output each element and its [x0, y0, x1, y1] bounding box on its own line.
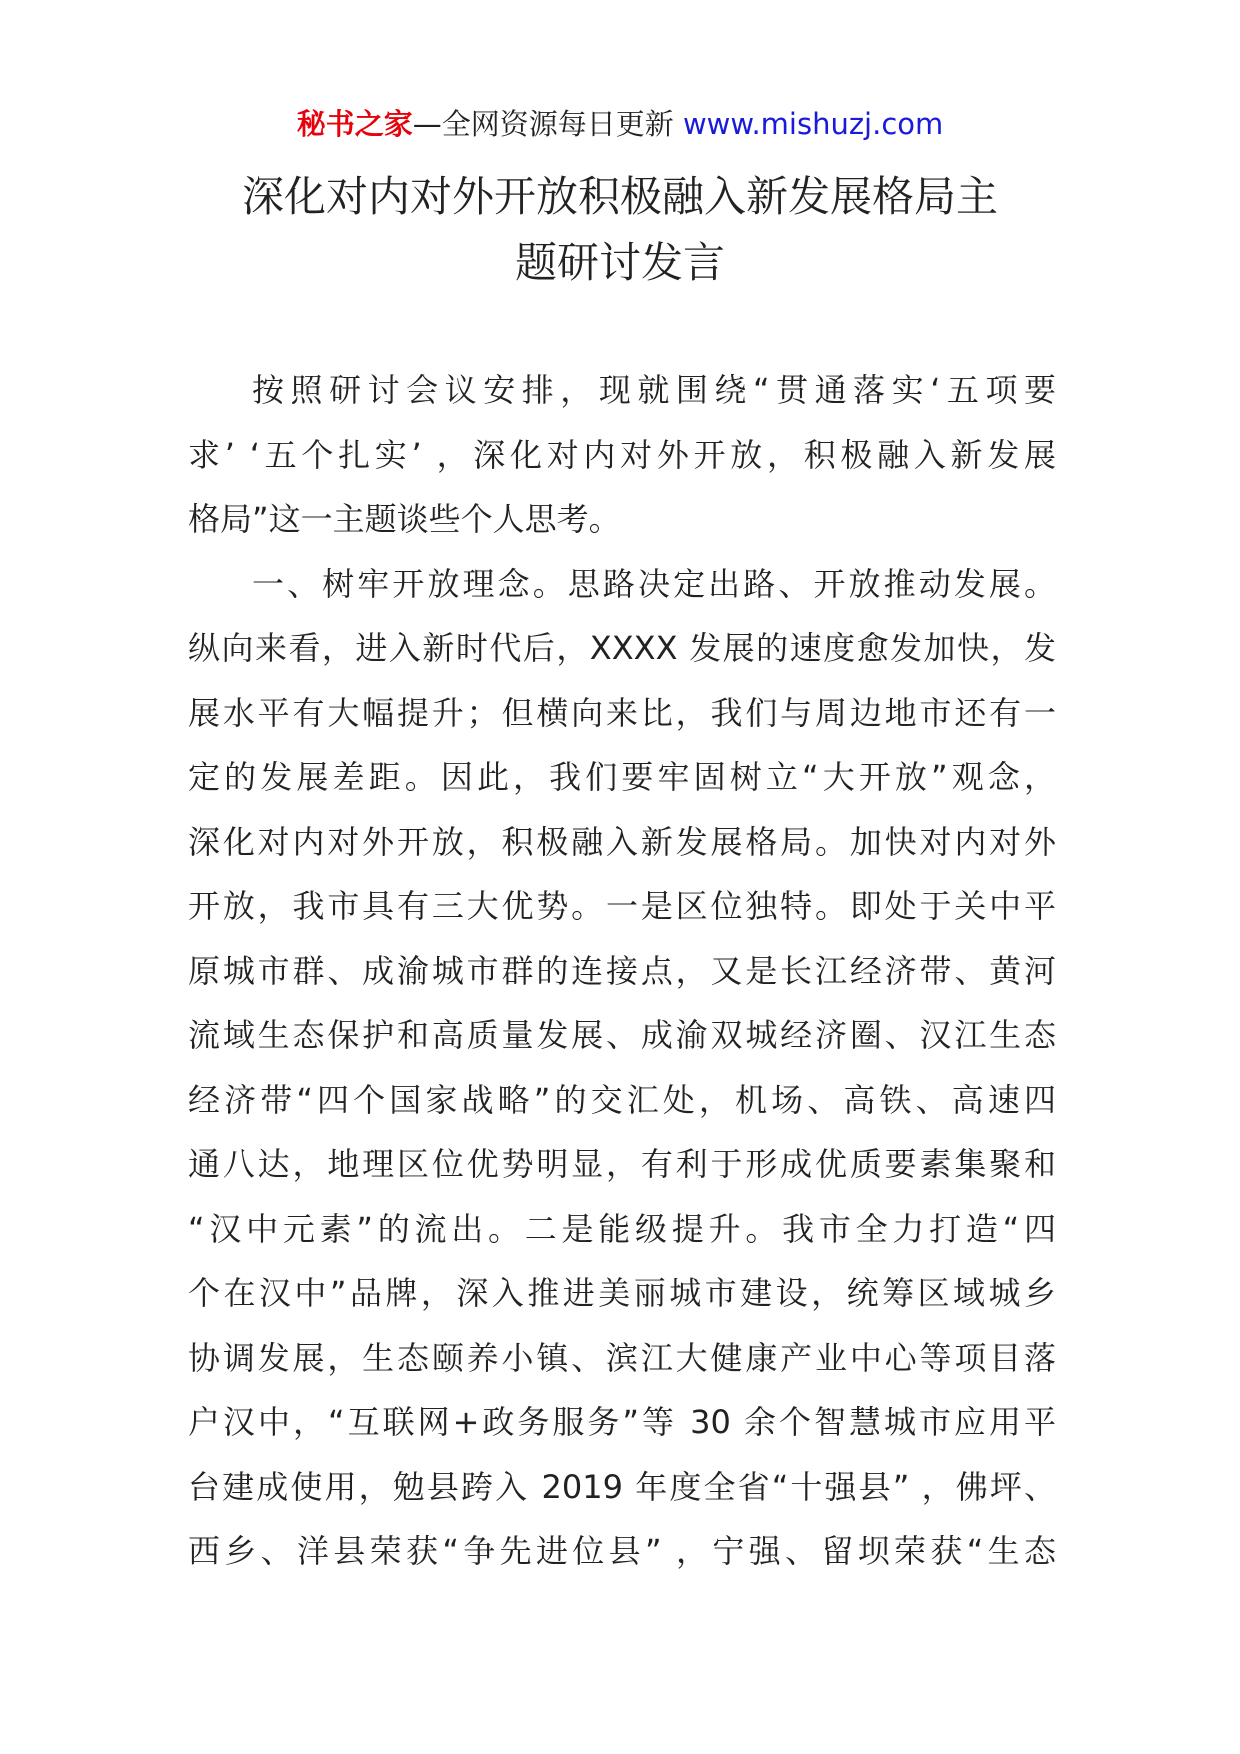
site-url-link[interactable]: www.mishuzj.com [682, 107, 944, 141]
body-line: 通八达，地理区位优势明显，有利于形成优质要素集聚和 [188, 1145, 1056, 1183]
body-line: 原城市群、成渝城市群的连接点，又是长江经济带、黄河 [188, 951, 1056, 990]
title-line: 深化对内对外开放积极融入新发展格局主 [241, 172, 998, 221]
body-line: 经济带“四个国家战略”的交汇处，机场、高铁、高速四 [188, 1080, 1056, 1119]
site-header [0, 104, 1240, 144]
body-line: 展水平有大幅提升；但横向来比，我们与周边地市还有一 [188, 693, 1056, 732]
body-line: “汉中元素”的流出。二是能级提升。我市全力打造“四 [188, 1209, 1056, 1248]
title-line: 题研讨发言 [514, 238, 725, 287]
body-line: 纵向来看，进入新时代后，XXXX 发展的速度愈发加快，发 [188, 629, 1056, 667]
body-line: 台建成使用，勉县跨入 2019 年度全省“十强县” ，佛坪、 [188, 1467, 1056, 1506]
brand-name: 秘书之家 [296, 107, 413, 141]
body-line: 求’ ‘五个扎实’ ，深化对内对外开放，积极融入新发展 [188, 435, 1056, 474]
body-line: 开放，我市具有三大优势。一是区位独特。即处于关中平 [188, 887, 1056, 925]
body-line: 格局”这一主题谈些个人思考。 [188, 500, 621, 538]
body-line: 户汉中，“互联网+政务服务”等 30 余个智慧城市应用平 [188, 1403, 1056, 1441]
body-line: 协调发展，生态颐养小镇、滨江大健康产业中心等项目落 [188, 1338, 1056, 1377]
document-body [188, 358, 1056, 1584]
body-line: 定的发展差距。因此，我们要牢固树立“大开放”观念， [188, 758, 1056, 796]
body-line: 西乡、洋县荣获“争先进位县” ，宁强、留坝荣获“生态 [188, 1532, 1056, 1570]
header-slogan: —全网资源每日更新 [412, 107, 674, 141]
body-line: 个在汉中”品牌，深入推进美丽城市建设，统筹区域城乡 [188, 1274, 1056, 1312]
body-line: 深化对内对外开放，积极融入新发展格局。加快对内对外 [188, 822, 1056, 861]
body-line: 流域生态保护和高质量发展、成渝双城经济圈、汉江生态 [188, 1016, 1056, 1054]
body-line: 一、树牢开放理念。思路决定出路、开放推动发展。 [252, 564, 1056, 603]
document-title [170, 164, 1070, 296]
body-line: 按照研讨会议安排，现就围绕“贯通落实‘五项要 [252, 371, 1056, 409]
